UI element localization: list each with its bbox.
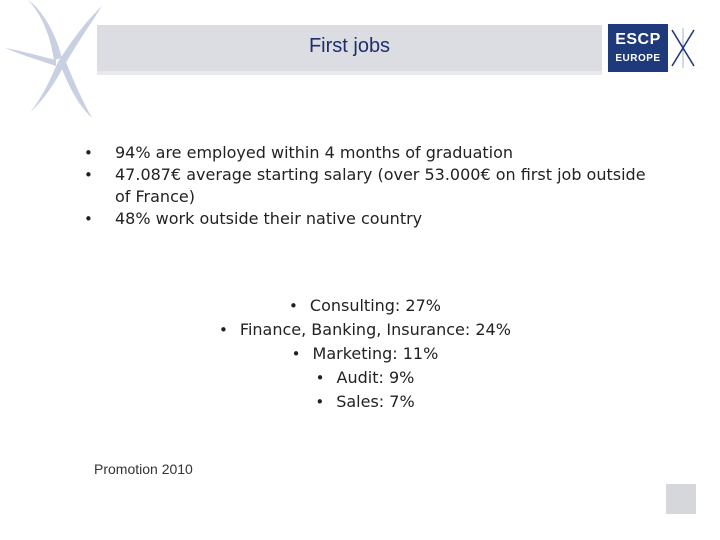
- list-item: [180, 342, 550, 366]
- bullet-text: 94% are employed within 4 months of graduation: [115, 143, 514, 162]
- corner-decoration: [666, 484, 696, 514]
- logo-text-line2: EUROPE: [615, 53, 661, 64]
- logo-star-icon: [670, 28, 696, 68]
- bullet-icon: •: [84, 144, 93, 162]
- escp-europe-logo: [604, 22, 696, 74]
- sector-text: Marketing: 11%: [312, 344, 439, 363]
- star-logo-icon: [0, 0, 110, 125]
- list-item: [84, 142, 664, 164]
- sector-text: Finance, Banking, Insurance: 24%: [239, 320, 511, 339]
- list-item: [84, 208, 664, 230]
- logo-box: [608, 24, 668, 72]
- sector-text: Audit: 9%: [336, 368, 415, 387]
- list-item: [180, 390, 550, 414]
- bullet-icon: •: [289, 297, 298, 315]
- list-item: [180, 318, 550, 342]
- footer-text: Promotion 2010: [94, 461, 193, 477]
- bullet-icon: •: [315, 369, 325, 387]
- bullet-icon: •: [84, 210, 93, 228]
- bullet-icon: •: [219, 321, 228, 339]
- list-item: [84, 164, 664, 208]
- key-facts-list: [84, 142, 664, 230]
- sector-text: Sales: 7%: [336, 392, 415, 411]
- title-bar: [97, 25, 602, 71]
- list-item: [180, 366, 550, 390]
- logo-text-line1: ESCP: [615, 31, 661, 48]
- list-item: [180, 294, 550, 318]
- bullet-icon: •: [84, 166, 93, 184]
- bullet-text: 47.087€ average starting salary (over 53.000€ on first job outside of France): [115, 165, 646, 206]
- bullet-icon: •: [315, 393, 325, 411]
- sector-list: [180, 294, 550, 414]
- slide-title: First jobs: [308, 35, 391, 57]
- sector-text: Consulting: 27%: [309, 296, 441, 315]
- bullet-text: 48% work outside their native country: [115, 209, 423, 228]
- bullet-icon: •: [291, 345, 301, 363]
